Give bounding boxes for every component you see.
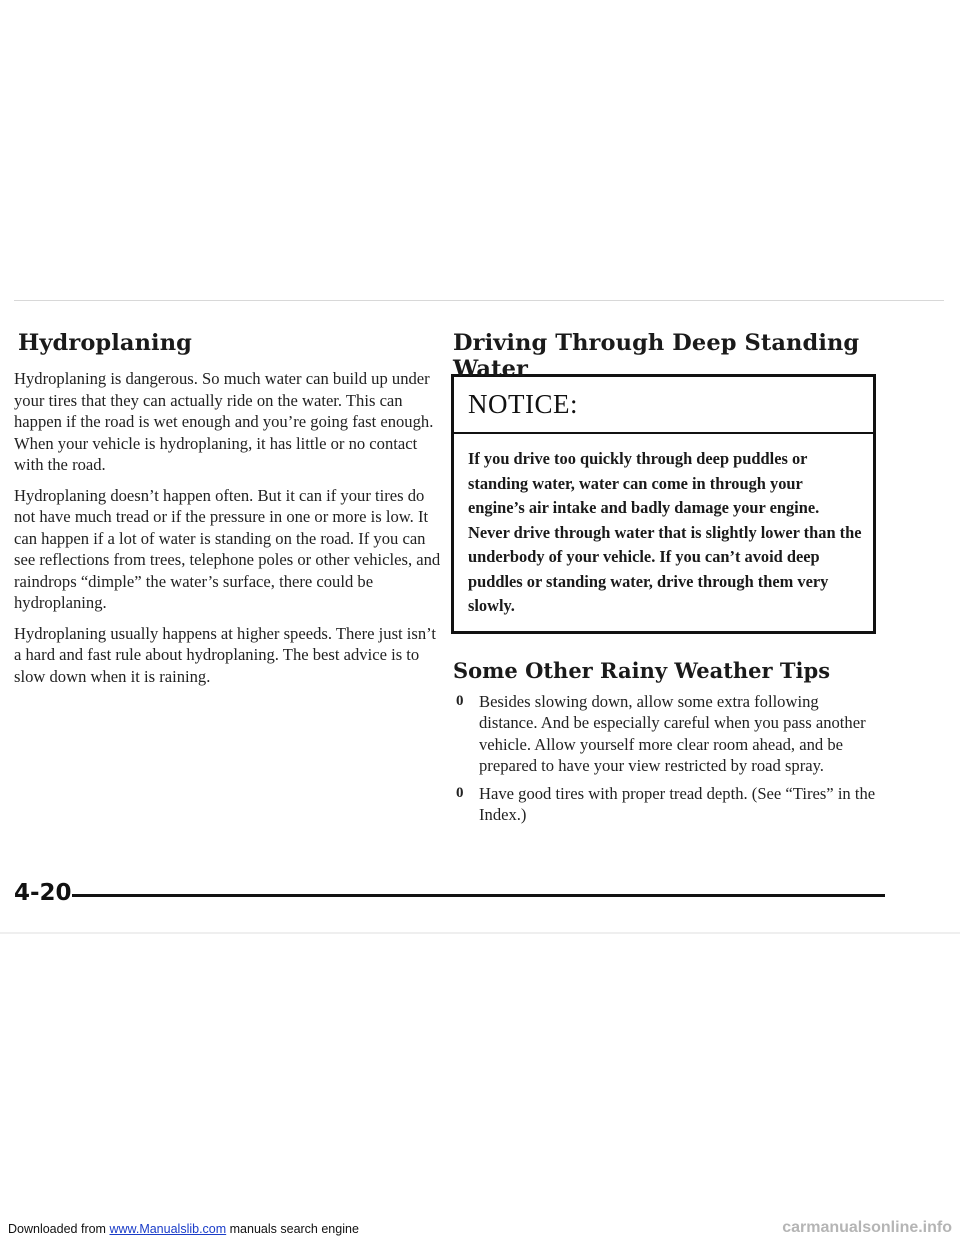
page-footer	[14, 880, 885, 910]
bullet-icon: 0	[456, 692, 464, 709]
scan-edge	[0, 932, 960, 934]
bullet-icon: 0	[456, 784, 464, 801]
footer-divider	[72, 894, 885, 897]
list-item	[451, 691, 881, 777]
notice-header	[454, 377, 873, 434]
paragraph: Hydroplaning usually happens at higher speeds. There just isn’t a hard and fast rule about hydroplaning. The best advice is to slow down when it is raining.	[14, 623, 436, 686]
left-column	[14, 330, 444, 687]
right-column	[451, 330, 881, 832]
download-watermark	[8, 1222, 359, 1236]
paragraph: Hydroplaning is dangerous. So much water can build up under your tires that they can actually ride on the water. This can happen if the road is wet enough and you’re going fast enough. When your vehicle is hydroplaning, it has little or no contact with the road.	[14, 369, 434, 474]
paragraph: Hydroplaning doesn’t happen often. But it can if your tires do not have much tread or if the pressure in one or more is low. It can happen if a lot of water is standing on the road. If you can see reflections from trees, telephone poles or other vehicles, and raindrops “dimple” the water’s surface, there could be hydroplaning.	[14, 485, 441, 612]
notice-text: If you drive too quickly through deep puddles or standing water, water can come in through your engine’s air intake and badly damage your engine. Never drive through water that is slightly lower than the underbody of your vehicle. If you can’t avoid deep puddles or standing water, drive through them very slowly.	[468, 449, 862, 615]
notice-heading: NOTICE:	[468, 389, 578, 419]
watermark-prefix: Downloaded from	[8, 1222, 110, 1236]
top-divider	[14, 300, 944, 301]
manualslib-link[interactable]: www.Manualslib.com	[109, 1222, 227, 1236]
tip-text: Have good tires with proper tread depth. (See “Tires” in the Index.)	[479, 783, 876, 824]
section-title-hydroplaning: Hydroplaning	[18, 330, 192, 356]
watermark-suffix: manuals search engine	[226, 1222, 359, 1236]
list-item	[451, 783, 881, 826]
tip-text: Besides slowing down, allow some extra following distance. And be especially careful when you pass another vehicle. Allow yourself more clear room ahead, and be prepared to have your view restricted by road spray.	[479, 691, 866, 775]
notice-box	[451, 374, 876, 634]
tips-list	[451, 691, 881, 826]
page-number: 4-20	[14, 880, 72, 906]
section-title-deep-water: Driving Through Deep Standing Water	[453, 330, 860, 382]
section-title-rainy-tips: Some Other Rainy Weather Tips	[453, 657, 831, 683]
brand-watermark: carmanualsonline.info	[782, 1219, 952, 1236]
